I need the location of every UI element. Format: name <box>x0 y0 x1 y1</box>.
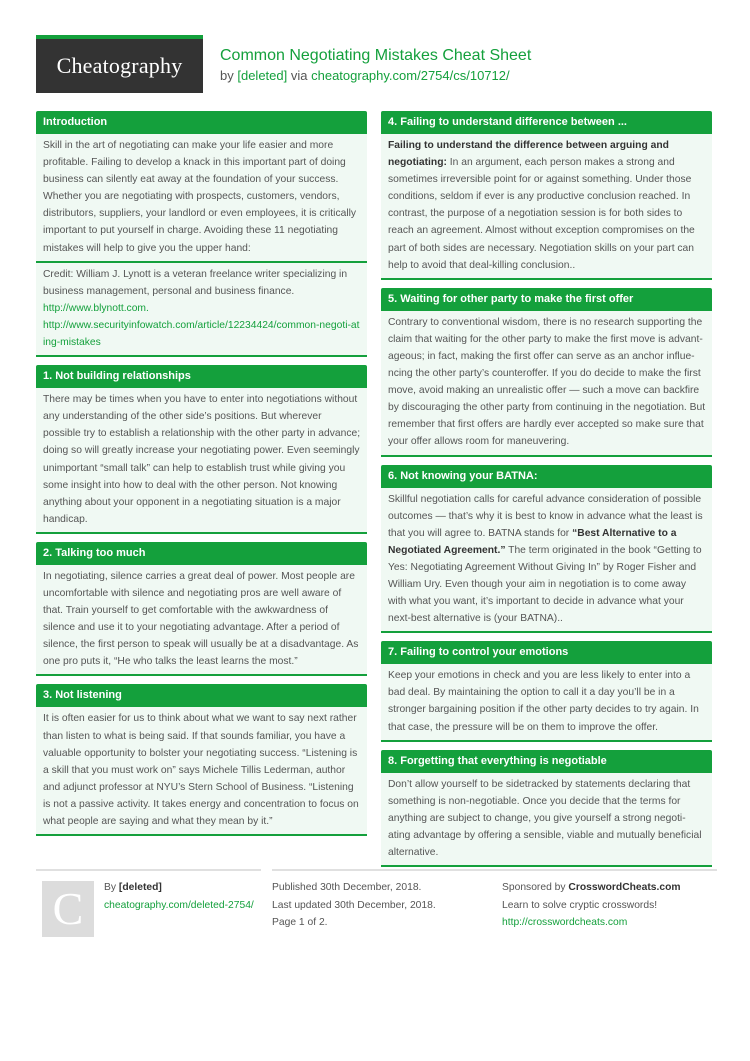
page-title: Common Negotiating Mistakes Cheat Sheet <box>220 47 532 64</box>
author-link[interactable]: [deleted] <box>237 68 288 83</box>
byline <box>220 68 510 83</box>
sheet-url-link[interactable]: cheatography.com/2754/cs/10712/ <box>311 68 510 83</box>
section-title: 7. Failing to control your emotions <box>381 641 712 664</box>
footer-sponsor <box>497 869 717 932</box>
via-text: via <box>290 68 308 83</box>
section-talking-too-much <box>36 542 367 677</box>
published-date: Published 30th December, 2018. <box>272 882 422 893</box>
sponsor-name: CrosswordCheats.com <box>568 882 681 893</box>
section-first-offer <box>381 288 712 457</box>
section-body: In negotiating, silence carries a great deal of power. Most people are uncomfortable with silence and negotiating pros are well aware of that. Train yourself to get comfortable with the awkwardness of silence and use it to your negotiating advantage. After a period of silence, the first person to speak will usually be at a disadvantage. As one pro puts it, “He who talks the least learns the most.” <box>43 570 359 668</box>
cheatography-logo[interactable] <box>36 35 203 93</box>
section-not-building-relationships <box>36 365 367 534</box>
footer-author <box>36 869 261 934</box>
section-everything-negotiable <box>381 750 712 867</box>
logo-text: Cheatography <box>56 53 183 78</box>
section-body <box>381 134 712 278</box>
section-text-a: Skillful negotiation calls for careful advance consideration of possible outcomes — that’s why it is best to know in advance what the least is that you will agree to. BATNA stands for <box>388 493 703 539</box>
section-batna <box>381 465 712 634</box>
blynott-link[interactable]: http://www.blynott.com. <box>43 302 149 314</box>
left-column <box>36 111 367 844</box>
credit-block <box>36 261 367 355</box>
section-arguing-vs-negotiating <box>381 111 712 280</box>
section-body: Keep your emotions in check and you are less likely to enter into a bad deal. By maintaining the option to call it a day you’ll be in a stronger bargaining position if the other party decides to try again. In that case, the pressure will be on them to improve the offer. <box>388 670 699 733</box>
right-column <box>381 111 712 875</box>
updated-date: Last updated 30th December, 2018. <box>272 899 436 911</box>
section-not-listening <box>36 684 367 836</box>
credit-text: Credit: William J. Lynott is a veteran freelance writer specializing in business management, personal and business finance. <box>43 268 348 297</box>
avatar-letter: C <box>52 883 84 934</box>
section-title: 3. Not listening <box>36 684 367 707</box>
section-title: Introduction <box>36 111 367 134</box>
sponsor-link[interactable]: http://crosswordcheats.com <box>502 917 628 928</box>
section-control-emotions <box>381 641 712 741</box>
section-body: It is often easier for us to think about what we want to say next rather than listen to what is being said. If that sounds familiar, you have a valuable opportunity to bolster your negotiating success. “Listening is a skill that you must work on” says Michele Tillis Lederman, author and adjunct professor at NYU’s Stern School of Business. “Listening is not a passive activity. It takes energy and concentration to focus on what people are saying and what they mean by it.” <box>43 713 359 827</box>
section-title: 2. Talking too much <box>36 542 367 565</box>
section-title: 1. Not building relationships <box>36 365 367 388</box>
section-title: 5. Waiting for other party to make the first offer <box>381 288 712 311</box>
section-body: Skill in the art of negotiating can make your life easier and more profitable. Failing to develop a knack in this important part of doing business can silently eat away at the foundation of your success. Whether you are negotiating with prospects, customers, vendors, distributors, suppliers, your landlord or even employees, it is critically important to put yourself in charge. Avoiding these 11 negotiating mistakes will help to give you the upper hand: <box>43 140 357 254</box>
by-prefix: by <box>220 68 234 83</box>
section-body: There may be times when you have to enter into negotiations without any understanding of the other side’s positions. But wherever possible try to establish a relationship with the other party in advance; doing so will greatly increase your negotiating power. Even seemingly unimportant “small talk” can help to establish trust while giving you some insight into how to deal with the other person. Not knowing anything about your opponent in a negotiating situation is a major handicap. <box>43 394 361 525</box>
page-footer <box>36 869 712 949</box>
avatar <box>42 881 94 937</box>
page-number: Page 1 of 2. <box>272 917 328 928</box>
section-title: 8. Forgetting that everything is negotiable <box>381 750 712 773</box>
section-introduction <box>36 111 367 357</box>
footer-author-name: [deleted] <box>118 882 162 893</box>
footer-by-prefix: By <box>104 882 117 893</box>
securityinfowatch-link[interactable]: http://www.securityinfowatch.com/article/12234424/common-negoti-ating-mistakes <box>43 319 360 349</box>
section-text: In an argument, each person makes a strong and sometimes irreversible point for or against something. Under those conditions, seldom if ever is any productive conclusion reached. In contrast, the purpose of a negotiation session is for both sides to reach an agreement. Almost without exception compromises on the part of both sides are necessary. Negotiation skills on your part can help to avoid that deal-killing conclusion.. <box>388 157 695 271</box>
section-bold-lead: Failing to understand the difference between arguing and negotiating: <box>388 140 669 169</box>
section-body <box>381 488 712 632</box>
footer-author-link[interactable]: cheatography.com/deleted-2754/ <box>104 899 254 911</box>
section-body: Don’t allow yourself to be sidetracked by statements declaring that something is non-negotiable. Once you decide that the terms for anything are subject to change, you give yourself a strong negoti-ating advantage by offering a sensible, viable and mutually beneficial alternative. <box>388 778 702 858</box>
section-title: 4. Failing to understand difference between ... <box>381 111 712 134</box>
section-body: Contrary to conventional wisdom, there is no research supporting the claim that waiting for the other party to make the first move is advant-ageous; in fact, making the first offer can serve as an anchor influe-ncing the other party’s counteroffer. If you do decide to make the first move, avoid making an unrealistic offer — such a move can backfire by discouraging the other party from continuing in the negotiation. But remember that first offers are hardly ever accepted so make sure that your offer allows room for maneuvering. <box>388 316 706 448</box>
section-text-b: The term originated in the book “Getting to Yes: Negotiating Agreement Without Giving In” by Roger Fisher and William Ury. Even though your aim in negotiation is to come away with what you want, it’s important to decide in advance what your next-best alternative is (your BATNA).. <box>388 544 702 625</box>
sponsor-tagline: Learn to solve cryptic crosswords! <box>502 899 658 911</box>
section-title: 6. Not knowing your BATNA: <box>381 465 712 488</box>
footer-dates <box>272 869 497 932</box>
sponsored-prefix: Sponsored by <box>502 882 566 893</box>
section-bold-term: “Best Alternative to a Negotiated Agreement.” <box>388 527 677 556</box>
